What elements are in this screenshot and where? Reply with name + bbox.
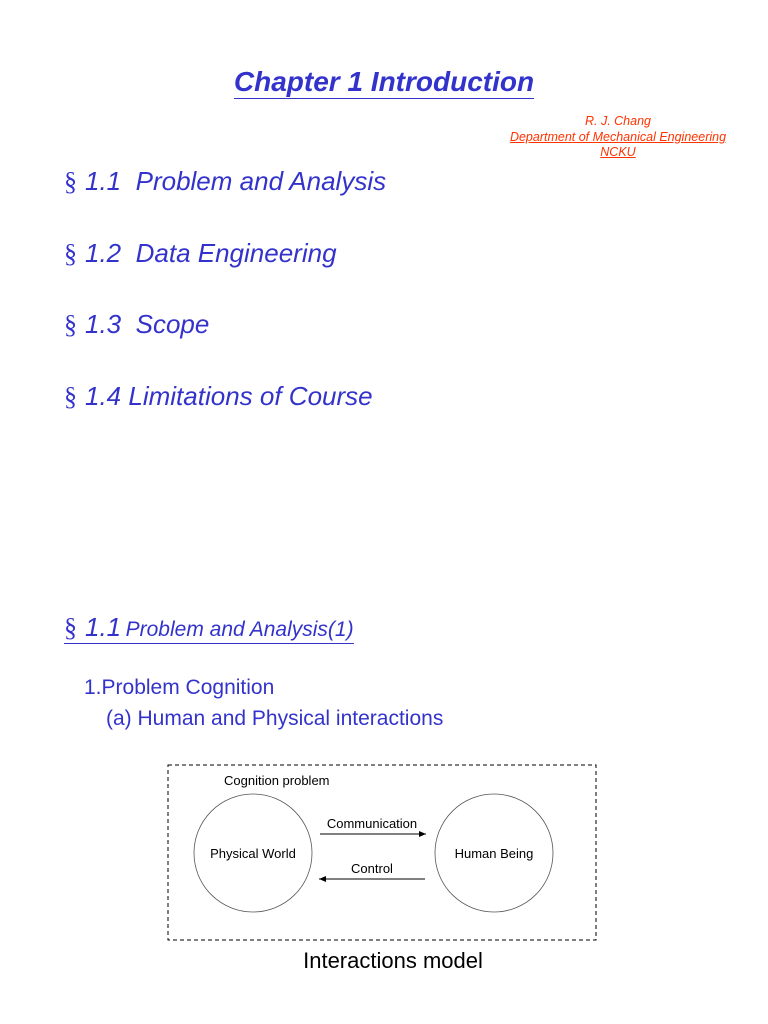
- toc-item-1-1: § 1.1 Problem and Analysis: [64, 166, 387, 196]
- physical-world-label: Physical World: [210, 846, 296, 861]
- control-label: Control: [351, 861, 393, 876]
- subsection-heading: § 1.1 Problem and Analysis(1): [64, 612, 354, 642]
- body-item: 1.Problem Cognition: [84, 676, 275, 699]
- communication-label: Communication: [326, 816, 418, 831]
- author-department: Department of Mechanical Engineering: [509, 129, 727, 144]
- toc-item-1-4: § 1.4 Limitations of Course: [64, 381, 373, 411]
- interactions-diagram: [160, 760, 600, 944]
- human-being-label: Human Being: [454, 846, 534, 861]
- toc-item-1-2: § 1.2 Data Engineering: [64, 238, 337, 268]
- diagram-heading: Cognition problem: [224, 773, 330, 788]
- author-block: [480, 114, 756, 161]
- toc-item-1-3: § 1.3 Scope: [64, 309, 210, 339]
- author-school: NCKU: [600, 145, 636, 159]
- diagram-caption: Interactions model: [303, 948, 483, 973]
- chapter-title: Chapter 1 Introduction: [233, 66, 535, 97]
- author-name: R. J. Chang: [584, 114, 651, 128]
- body-subitem: (a) Human and Physical interactions: [106, 707, 444, 730]
